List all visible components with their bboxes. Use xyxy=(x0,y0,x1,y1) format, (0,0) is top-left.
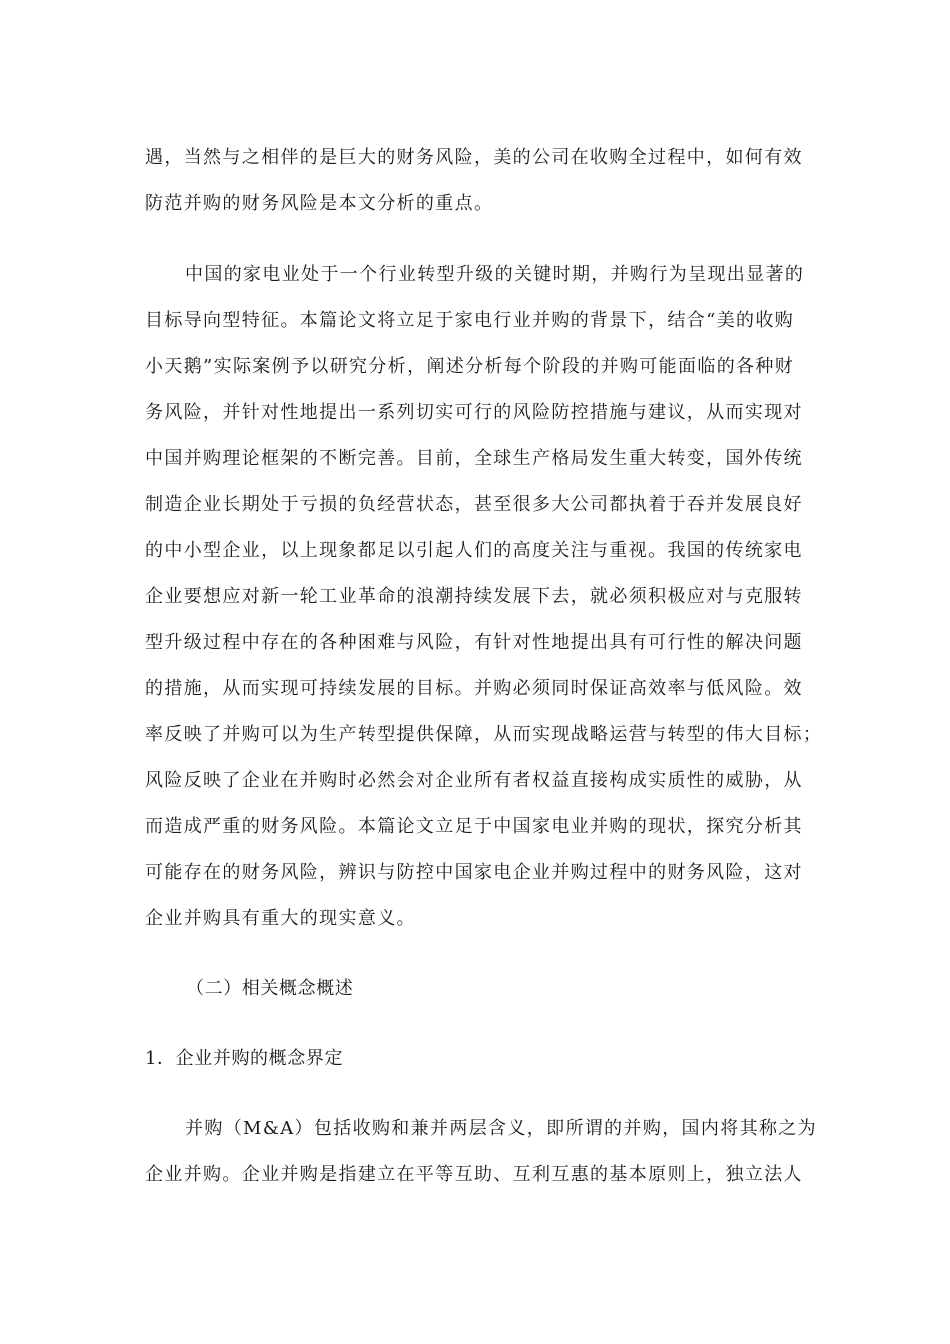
text-line: 务风险，并针对性地提出一系列切实可行的风险防控措施与建议，从而实现对 xyxy=(145,402,803,423)
text-line: 企业要想应对新一轮工业革命的浪潮持续发展下去，就必须积极应对与克服转 xyxy=(145,586,803,607)
text-line: 率反映了并购可以为生产转型提供保障，从而实现战略运营与转型的伟大目标； xyxy=(145,724,823,745)
section-heading: （二）相关概念概述 xyxy=(186,978,354,999)
text-line: 的中小型企业，以上现象都足以引起人们的高度关注与重视。我国的传统家电 xyxy=(145,540,803,561)
text-line: 中国的家电业处于一个行业转型升级的关键时期，并购行为呈现出显著的 xyxy=(185,264,805,285)
text-line: 中国并购理论框架的不断完善。目前，全球生产格局发生重大转变，国外传统 xyxy=(145,448,803,469)
text-line: 风险反映了企业在并购时必然会对企业所有者权益直接构成实质性的威胁，从 xyxy=(145,770,803,791)
text-line: 防范并购的财务风险是本文分析的重点。 xyxy=(145,193,494,214)
text-line: 企业并购。企业并购是指建立在平等互助、互利互惠的基本原则上，独立法人 xyxy=(145,1164,803,1185)
text-line: 的措施，从而实现可持续发展的目标。并购必须同时保证高效率与低风险。效 xyxy=(145,678,803,699)
text-line: 企业并购具有重大的现实意义。 xyxy=(145,908,416,929)
text-line: 目标导向型特征。本篇论文将立足于家电行业并购的背景下，结合“美的收购 xyxy=(145,310,795,331)
text-line: 并购（M&A）包括收购和兼并两层含义，即所谓的并购，国内将其称之为 xyxy=(185,1118,817,1139)
text-line: 而造成严重的财务风险。本篇论文立足于中国家电业并购的现状，探究分析其 xyxy=(145,816,803,837)
text-line: 型升级过程中存在的各种困难与风险，有针对性地提出具有可行性的解决问题 xyxy=(145,632,803,653)
text-line: 遇，当然与之相伴的是巨大的财务风险，美的公司在收购全过程中，如何有效 xyxy=(145,147,803,168)
text-line: 制造企业长期处于亏损的负经营状态，甚至很多大公司都执着于吞并发展良好 xyxy=(145,494,803,515)
text-line: 小天鹅”实际案例予以研究分析，阐述分析每个阶段的并购可能面临的各种财 xyxy=(145,356,795,377)
text-line: 可能存在的财务风险，辨识与防控中国家电企业并购过程中的财务风险，这对 xyxy=(145,862,803,883)
subsection-heading: 1．企业并购的概念界定 xyxy=(145,1048,344,1069)
